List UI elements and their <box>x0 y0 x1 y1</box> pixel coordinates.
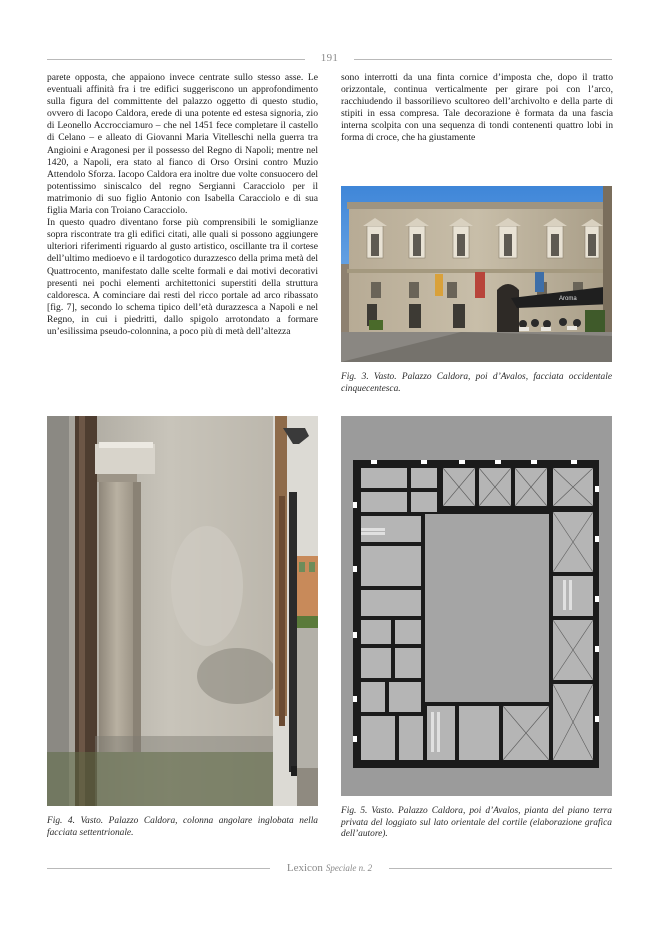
figure-3-palace-facade-photo <box>341 186 612 362</box>
header-rule-right <box>354 59 612 60</box>
journal-name: Lexicon <box>286 862 323 874</box>
figure-5-caption: Fig. 5. Vasto. Palazzo Caldora, poi d’Avalos, pianta del piano terra privata del loggiato sul lato orientale del cortile (elaborazione grafica dell’autore). <box>341 806 612 840</box>
left-paragraph-2: In questo quadro diventano forse più comprensibili le somiglianze sopra riscontrate tra gli edifici citati, alle quali si possono aggiungere ulteriori riferimenti riguardo al gusto artistico, oscillante tra il cortese dell’ultimo medioevo e il tardogotico durazzesco della prima metà del Quattrocento, manifestato dalle scelte formali e dai motivi decorativi presenti nei pochi elementi architettonici superstiti della struttura caldoresca. A cominciare dai resti del ricco portale ad arco ribassato [fig. 7], secondo lo schema tipico dell’età durazzesca a Napoli e nel Regno, in cui i piedritti, dallo spigolo arrotondato a formare un’esilissima pseudo-colonnina, a poco più di metà dell’altezza <box>47 217 318 337</box>
left-paragraph-1: parete opposta, che appaiono invece centrate sullo stesso asse. Le eventuali affinità fra i tre edifici suggeriscono un approfondimento sulla figura del committente del palazzo oggetto di questo studio, ovvero di Iacopo Caldora, erede di una potente ed estesa signoria, zio di Leonello Accrocciamuro – che nel 1451 fece completare il castello di Celano – e alleato di Giovanni Maria Vitelleschi nella guerra tra Angioini e Aragonesi per il possesso del Regno di Napoli; mentre nel 1420, a Napoli, era stato al fianco di Orso Orsini contro Muzio Attendolo Sforza. Iacopo Caldora era inoltre due volte consuocero del potentissimo siniscalco del regno Sergianni Caracciolo per il matrimonio di suo figlio Antonio con Isabella Caracciolo e di sua figlia Maria con Troiano Caracciolo. <box>47 72 318 217</box>
left-text-column <box>47 72 318 338</box>
page-footer <box>47 862 612 876</box>
right-paragraph-1: sono interrotti da una finta cornice d’imposta che, dopo il tratto orizzontale, continua verticalmente per girare poi con l’arco, racchiudendo il bassorilievo scultoreo dell’archivolto e della parte di stipiti in essa compresa. Tale decorazione è formata da una fascia interna scolpita con una sequenza di tondi contenenti quattro lobi in forma di croce, che ha giustamente <box>341 72 613 144</box>
shop-sign: Aroma <box>559 296 577 302</box>
figure-5-floor-plan <box>341 416 612 796</box>
right-text-column <box>341 72 613 145</box>
page-header <box>47 52 612 66</box>
journal-issue: Speciale n. 2 <box>325 863 373 873</box>
figure-4-caption: Fig. 4. Vasto. Palazzo Caldora, colonna angolare inglobata nella facciata settentrionale. <box>47 816 318 838</box>
figure-4-corner-column-photo <box>47 416 318 806</box>
figure-3-caption: Fig. 3. Vasto. Palazzo Caldora, poi d’Avalos, facciata occidentale cinquecentesca. <box>341 372 612 394</box>
page-number: 191 <box>320 52 339 64</box>
footer-rule-right <box>389 868 612 869</box>
